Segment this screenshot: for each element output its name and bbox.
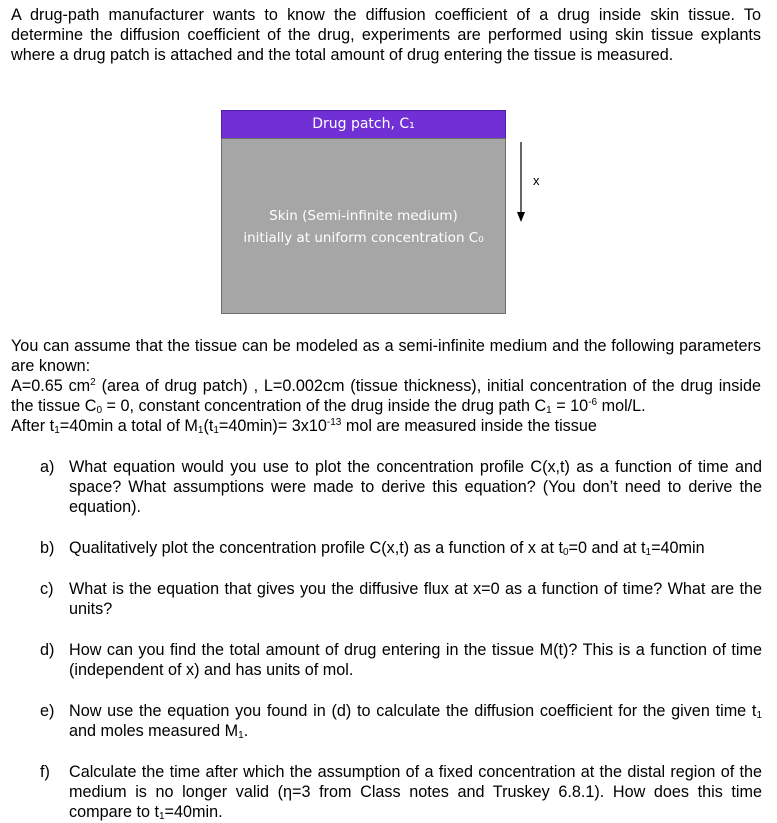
question-d xyxy=(40,640,762,680)
question-text: Qualitatively plot the concentration profile C(x,t) as a function of x at $t_0=0$ and at $t_1=40\min$ xyxy=(69,539,705,558)
question-text: How can you find the total amount of drug entering in the tissue M(t)? This is a function of time (independent of x) and has units of mol. xyxy=(69,641,762,679)
x-axis-label: x xyxy=(533,173,540,188)
question-letter: a) xyxy=(40,458,55,476)
question-a xyxy=(40,457,762,517)
diffusion-diagram xyxy=(221,110,506,314)
intro-paragraph xyxy=(11,5,761,65)
question-letter: b) xyxy=(40,539,55,557)
drug-patch-box: Drug patch, C₁ xyxy=(221,110,506,139)
question-c xyxy=(40,579,762,619)
params-line1: You can assume that the tissue can be modeled as a semi-infinite medium and the following parameters are known: xyxy=(11,337,761,375)
skin-medium-box xyxy=(221,138,506,314)
question-text: What is the equation that gives you the diffusive flux at x=0 as a function of time? What are the units? xyxy=(69,580,762,618)
skin-label-line1: Skin (Semi-infinite medium) xyxy=(269,208,458,224)
skin-label-line2: initially at uniform concentration C₀ xyxy=(243,230,484,246)
params-values: A=0.65 $cm^2$ (area of drug patch) , L=0.002cm (tissue thickness), initial concentration of the drug inside the tissue $C_0 = 0$, constant concentration of the drug inside the drug path $C_1 = 10^{-6}$ mol/L. xyxy=(11,377,761,416)
question-letter: d) xyxy=(40,641,55,659)
skin-label xyxy=(222,205,505,249)
params-measurement: After $t_1=40\min$ a total of $M_1(t_1=40\min)= 3x10^{-13}$ mol are measured inside the tissue xyxy=(11,417,597,436)
question-letter: e) xyxy=(40,702,55,720)
question-letter: f) xyxy=(40,763,50,781)
parameters-paragraph xyxy=(11,336,761,436)
x-direction-arrow-icon xyxy=(510,140,550,224)
question-f xyxy=(40,762,762,822)
question-text: Now use the equation you found in (d) to calculate the diffusion coefficient for the given time $t_1$ and moles measured $M_1$. xyxy=(69,702,762,741)
question-text: Calculate the time after which the assumption of a fixed concentration at the distal region of the medium is no longer valid (η=3 from Class notes and Truskey 6.8.1). How does this time compare to $t_1=40\min$. xyxy=(69,763,762,822)
question-letter: c) xyxy=(40,580,54,598)
question-text: What equation would you use to plot the concentration profile C(x,t) as a function of time and space? What assumptions were made to derive this equation? (You don’t need to derive the equation). xyxy=(69,458,762,516)
question-e xyxy=(40,701,762,741)
question-list xyxy=(40,457,762,822)
intro-text: A drug-path manufacturer wants to know the diffusion coefficient of a drug inside skin tissue. To determine the diffusion coefficient of the drug, experiments are performed using skin tissue explants where a drug patch is attached and the total amount of drug entering the tissue is measured. xyxy=(11,6,761,64)
question-b xyxy=(40,538,762,558)
